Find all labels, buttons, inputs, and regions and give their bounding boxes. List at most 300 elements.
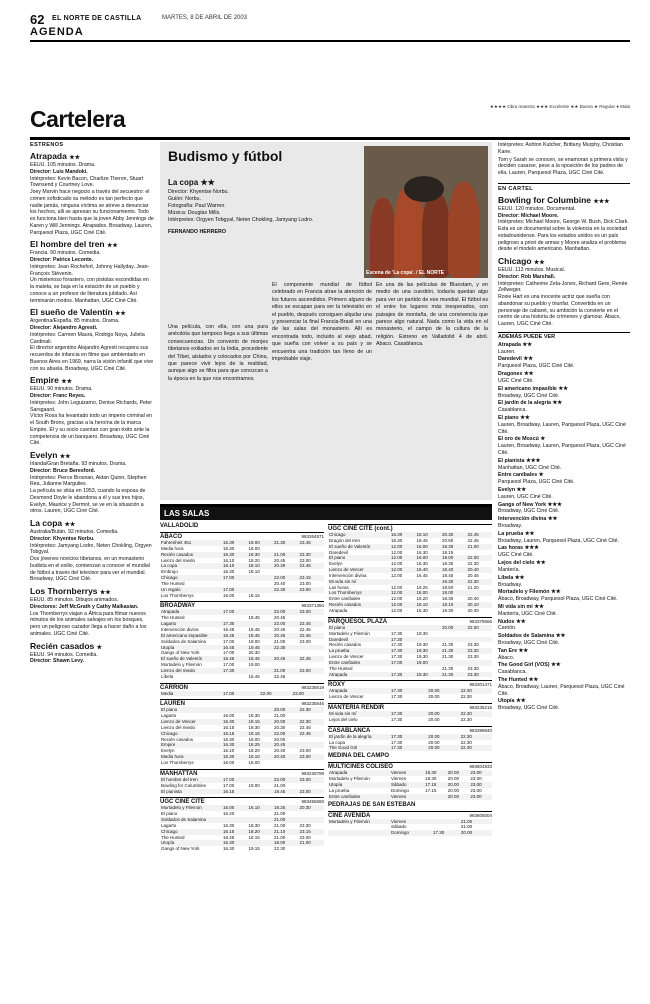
table-cell: 16.45 <box>416 572 428 578</box>
table-cell: 21.00 <box>274 811 286 817</box>
table-row <box>160 674 324 680</box>
table-cell: 23.00 <box>299 789 325 795</box>
table-cell: Media hora <box>160 754 222 760</box>
table-cell: 16.20 <box>416 596 428 602</box>
table-cell: 23.45 <box>299 540 325 546</box>
table-cell: 22.00 <box>273 731 299 737</box>
table-cell: 23.30 <box>467 665 479 671</box>
table-cell: 17.30 <box>390 734 422 740</box>
table-row <box>328 717 492 723</box>
table-cell: Atrapada <box>328 672 390 678</box>
table-cell: 20.00 <box>447 776 459 782</box>
table-row <box>160 593 324 599</box>
showtimes-table <box>328 734 492 752</box>
table-cell: 22.30 <box>273 587 299 593</box>
table-cell: Chicago <box>160 575 222 581</box>
puede-ver-heading: ADEMÁS PUEDE VER <box>498 332 630 340</box>
table-cell: 22.00 <box>467 555 493 561</box>
table-cell: Lienzo del miedo <box>161 557 196 563</box>
cinema-title: BROADWAY <box>160 603 196 610</box>
cinema-title: UGC CINÉ CITÉ (cont.) <box>328 526 393 532</box>
table-cell: 20.30 <box>248 650 260 656</box>
table-cell: 18.45 <box>248 656 274 662</box>
table-cell: 18.15 <box>248 719 274 725</box>
table-cell: 18.30 <box>442 596 454 602</box>
table-cell: 21.00 <box>460 824 473 830</box>
table-cell: Los Thornberrys <box>161 760 194 765</box>
table-cell: 23.00 <box>299 834 311 840</box>
film-d: Australia/Bután. 92 minutos. Comedia. <box>30 529 119 535</box>
table-cell: 17.30 <box>390 637 416 643</box>
table-cell: El pianista <box>160 789 222 795</box>
table-cell: Lienzo del miedo <box>161 724 196 730</box>
short-title: Evelyn ★★ <box>498 486 527 493</box>
table-cell: 18.20 <box>248 829 274 835</box>
film-sy: Víctor Rosa ha levantado todo un imperio criminal en el South Bronx, gracias a la heroína de la marca Empire. Él y su socio cuentan con gran éxito ante la competencia de un banquero. Broadway, UGC Ciné Cité. <box>30 413 152 447</box>
table-cell: 12.00 <box>391 549 403 555</box>
feature-review <box>160 142 492 500</box>
table-cell: Atrapada <box>328 770 390 776</box>
table-cell: 16.30 <box>390 532 416 538</box>
short-title: Lejos del cielo ★★ <box>498 560 546 566</box>
table-cell: 17.00 <box>222 777 248 783</box>
table-cell: 23.00 <box>469 770 492 776</box>
table-cell: Mortadelo y Filemón <box>161 662 202 668</box>
film-sy: Los Thornberrys viajan a África para filmar nuevos minutos de los animales salvajes en los bosques, pero un peligroso cazador llega a hacer daño a los animales. UGC Ciné Cité. <box>30 610 147 637</box>
table-cell: 23.00 <box>299 638 311 644</box>
table-cell: 16.45 <box>223 626 235 632</box>
table-cell <box>299 593 325 599</box>
short-cinemas: Ábaco, Broadway, Lauren, Parquesol Plaza, UGC Ciné Cité. <box>498 683 625 697</box>
film-name: Atrapada <box>30 151 67 161</box>
table-cell: 16.00 <box>223 713 235 719</box>
table-cell: 20.45 <box>273 633 299 639</box>
film-name: Empire <box>30 375 59 386</box>
film-rating: ★★ <box>533 260 545 266</box>
table-cell: 12.00 <box>391 607 403 613</box>
table-cell: La copa <box>160 563 222 569</box>
cinema-name <box>328 762 492 770</box>
header-rule <box>30 40 630 42</box>
table-cell: 20.10 <box>467 602 493 608</box>
table-cell: Viernes <box>390 819 432 825</box>
table-cell: 19.00 <box>441 555 467 561</box>
table-cell: 12.00 <box>390 602 416 608</box>
table-cell: 22.45 <box>299 731 325 737</box>
table-cell: 19.45 <box>248 645 274 651</box>
table-cell: The Hunted <box>161 580 185 586</box>
table-cell: Lienzo de Vencer <box>160 719 222 725</box>
film-i: Intérpretes: Jamyang Lodro, Neten Chokling, Orgyen Tobgyal. <box>30 542 152 556</box>
feature-film: La copa ★★ <box>168 178 215 187</box>
table-cell: 23.15 <box>299 829 325 835</box>
table-cell: Empire <box>160 742 222 748</box>
table-cell: 12.00 <box>390 567 416 573</box>
table-cell: 22.30 <box>467 561 479 567</box>
cinema-title: MANHATTAN <box>160 770 198 777</box>
table-cell: 21.30 <box>442 654 454 660</box>
table-row <box>160 760 324 766</box>
film-i: Intérpretes: Carmen Maura, Rodrigo Noya, Julieta Cardinali. <box>30 331 145 345</box>
table-cell <box>273 593 299 599</box>
table-cell: 23.00 <box>469 782 492 788</box>
cinema-phone: 983371394 <box>301 603 324 609</box>
table-cell: El americano impasible <box>160 633 222 639</box>
short-entry <box>498 487 630 501</box>
short-cinemas: Ábaco. <box>498 654 515 661</box>
cinema-name <box>160 532 324 540</box>
table-cell: 18.30 <box>248 552 274 558</box>
credit-line: Música: Douglas Mills. <box>168 210 221 217</box>
table-cell: Viernes <box>390 770 424 776</box>
table-cell: 20.00 <box>447 794 470 800</box>
table-cell: El sueño de Valentín <box>328 544 390 550</box>
film-entry <box>30 641 154 666</box>
film-synopsis: Tom y Sarah se conocen, se enamoran a primera vista y deciden casarse, pese a la oposición de los padres de ella. Lauren, Parquesol Plaza, UGC Ciné Cité. <box>498 156 628 176</box>
film-name: Evelyn <box>30 450 58 460</box>
short-entry <box>498 648 630 662</box>
table-cell: 21.00 <box>274 713 286 719</box>
table-cell: Sábado <box>390 782 424 788</box>
cinema-name <box>328 703 492 711</box>
table-cell: 16.30 <box>222 540 248 546</box>
table-cell: 17.30 <box>391 642 403 648</box>
table-cell: 21.00 <box>460 819 488 825</box>
table-cell: 17.30 <box>391 716 403 722</box>
table-cell: 21.20 <box>467 584 479 590</box>
table-cell: Lejos del cielo <box>329 716 358 722</box>
table-cell: 20.30 <box>467 607 479 613</box>
table-cell: 20.45 <box>273 742 299 748</box>
table-cell: 20.40 <box>273 754 299 760</box>
short-cinemas: Lauren, Broadway, Lauren, Parquesol Plaza, UGC Ciné Cité. <box>498 421 626 435</box>
table-cell: 16.30 <box>223 545 235 551</box>
table-cell: 18.20 <box>248 557 260 563</box>
showtimes-table <box>160 540 324 598</box>
short-cinemas: Parquesol Plaza, UGC Ciné Cité. <box>498 363 575 370</box>
film-entry <box>30 450 154 515</box>
cinema-phone: 983235546 <box>301 701 324 707</box>
table-cell: Lienzo de Vencer <box>329 694 364 700</box>
title-rule <box>30 137 630 140</box>
short-title: El jardín de la alegría ★★ <box>498 400 562 407</box>
table-cell: 22.00 <box>273 609 299 615</box>
table-cell: Mortadelo y Filemón <box>328 819 390 825</box>
table-cell: 19.00 <box>248 540 274 546</box>
credit-line: Fotografía: Paul Warren. <box>168 203 226 210</box>
table-cell: Soldados de Salamina <box>161 638 207 644</box>
film-i: Intérpretes: Catherine Zeta-Jones, Richard Gere, Renée Zellweger. <box>498 280 628 294</box>
film-entry <box>498 195 630 253</box>
table-cell: 23.15 <box>299 575 325 581</box>
table-cell: 16.15 <box>222 731 248 737</box>
showtimes-title: LAS SALAS <box>160 507 492 520</box>
table-cell: 18.00 <box>273 840 299 846</box>
credit-line: Director: Khyentse Norbu. <box>168 188 229 195</box>
table-cell: Viernes <box>391 776 407 782</box>
short-entry <box>498 604 630 618</box>
credit-line: Guión: Norbu. <box>168 195 201 202</box>
table-cell: 20.45 <box>274 557 286 563</box>
table-cell <box>488 830 492 836</box>
film-d: EEUU. 105 minutos. Drama. <box>30 162 96 168</box>
table-cell: 23.00 <box>299 748 311 754</box>
table-cell: 17.00 <box>390 660 416 666</box>
table-cell: Utopía <box>160 840 222 846</box>
table-cell: 19.30 <box>416 630 428 636</box>
short-cinemas: Lauren. <box>498 348 516 355</box>
table-cell: 23.00 <box>470 787 482 793</box>
table-cell: 16.30 <box>222 742 248 748</box>
table-cell: Gangs of New York <box>161 846 200 852</box>
table-cell: 22.45 <box>299 563 325 569</box>
table-cell: 23.00 <box>299 609 325 615</box>
table-cell: 22.30 <box>467 579 493 585</box>
short-cinemas: Carrión. <box>498 625 517 632</box>
table-cell: 21.00 <box>299 840 325 846</box>
film-name: Bowling for Columbine <box>498 194 592 205</box>
film-d: Argentina/España. 85 minutos. Drama. <box>30 318 120 325</box>
film-entry <box>30 307 154 372</box>
table-cell: Intervención divina <box>329 572 367 578</box>
table-row <box>328 608 492 614</box>
table-cell: Gangs of New York <box>161 650 200 656</box>
short-entry <box>498 619 630 633</box>
table-row <box>328 694 492 700</box>
table-cell: 16.15 <box>222 829 248 835</box>
table-cell: 22.45 <box>467 537 479 543</box>
table-cell: 18.45 <box>248 626 260 632</box>
film-rating: ★★ <box>61 379 72 386</box>
table-cell: 17.00 <box>223 638 235 644</box>
table-cell: 18.10 <box>441 602 467 608</box>
short-entry <box>498 516 630 530</box>
film-c: Director: Luis Mandoki. <box>30 168 88 175</box>
showtimes-table <box>328 819 492 837</box>
table-cell: 22.30 <box>460 734 492 740</box>
table-cell: Lienzo del miedo <box>160 668 222 674</box>
table-cell: 16.45 <box>222 633 248 639</box>
table-cell: Daredevil <box>329 549 349 555</box>
table-cell: La prueba <box>329 787 350 793</box>
table-row <box>160 691 324 697</box>
film-entry <box>30 375 154 447</box>
cinema-name <box>160 769 324 777</box>
table-cell: El hombre del tren <box>160 777 222 783</box>
table-cell: 20.00 <box>428 694 440 700</box>
table-row <box>328 672 492 678</box>
table-cell: Lagarto <box>160 621 222 627</box>
cinema-phone: 983301471 <box>469 682 492 688</box>
cinema-phone: 983230799 <box>301 770 324 776</box>
table-cell: 19.30 <box>425 776 437 782</box>
page-title: Cartelera <box>30 106 126 132</box>
table-cell: 16.10 <box>223 748 235 754</box>
short-cinemas: Casablanca. <box>498 669 527 676</box>
table-cell: 20.45 <box>274 615 286 621</box>
table-cell: 16.00 <box>222 805 248 811</box>
feature-credits <box>168 178 328 236</box>
showtimes-table <box>328 688 492 700</box>
table-cell: 18.30 <box>442 607 454 613</box>
table-cell: Las horas <box>329 584 349 590</box>
film-rating: ★★ <box>59 454 71 460</box>
film-i: Intérpretes: Pierce Brosnan, Aidan Quinn, Stephen Rea, Julianne Margulies. <box>30 474 147 488</box>
table-cell: 18.00 <box>248 545 260 551</box>
film-c: Director: Bruce Beresford. <box>30 467 96 474</box>
table-cell: 12.00 <box>390 590 416 596</box>
table-cell <box>424 794 447 800</box>
table-cell: 17.30 <box>391 630 403 636</box>
cinema-name <box>160 699 324 707</box>
table-cell: 22.30 <box>460 745 492 751</box>
showtimes-table <box>160 691 324 697</box>
table-cell: 16.30 <box>391 537 403 543</box>
table-cell: Fahrenheit 451 <box>160 540 222 546</box>
table-cell: 18.10 <box>248 754 274 760</box>
table-cell: 17.30 <box>390 711 422 717</box>
table-cell: 16.30 <box>223 846 235 852</box>
film-i: Intérpretes: John Leguizamo, Denise Richards, Peter Sarsgaard. <box>30 399 152 413</box>
feature-text-1: Una película, con ella, con una pura anécdota que tampoco llega a sus últimas consecuencias. Un convento de monjes tibetanos exiliados en la India, procedente del Tíbet, aislados y colocados por China, que parece vivir lejos de la realidad, aunque algo se filtra para que conozcan a la época en la que nos encontramos. <box>168 324 268 382</box>
table-cell: 16.00 <box>223 592 235 598</box>
film-title <box>30 450 154 460</box>
table-cell: 18.15 <box>442 549 454 555</box>
short-title: El piano ★★ <box>498 414 530 421</box>
issue-date: MARTES, 8 DE ABRIL DE 2003 <box>162 15 248 21</box>
table-cell: 16.10 <box>248 805 274 811</box>
table-cell: 21.30 <box>441 648 467 654</box>
table-cell: 22.45 <box>299 633 325 639</box>
table-cell: 20.00 <box>441 625 467 631</box>
table-cell: Evelyn <box>329 561 343 567</box>
table-cell: 22.30 <box>460 688 492 694</box>
short-cinemas: Parquesol Plaza, UGC Ciné Cité. <box>498 479 575 486</box>
short-cinemas: Broadway, Lauren, Parquesol Plaza, UGC Ciné Cité. <box>498 537 620 544</box>
short-title: Atrapada ★★ <box>498 341 532 348</box>
en-cartel-heading: EN CARTEL <box>498 183 630 192</box>
cinema-phone: 983264871 <box>301 534 324 539</box>
film-sy: Un misterioso forastero, con pistolas escondidas en la maleta, se baja en la estación de un pueblo y conoce a un profesor de literatura jubilado. Así terminarán modos. Manhattan, UGC Ciné Cité. <box>30 277 149 304</box>
table-cell: 20.00 <box>447 782 470 788</box>
table-cell: 17.30 <box>222 668 248 674</box>
short-entry <box>498 662 630 676</box>
film-sy: Dos jóvenes novicios tibetanos, en un monasterio budista en el exilio, comienzan a conocer el mundial de fútbol a través del televisor para ver el mundial. Broadway, UGC Ciné Cité. <box>30 556 150 583</box>
table-cell: The Hunted <box>161 834 185 840</box>
table-cell: 20.00 <box>428 716 440 722</box>
photo-caption: Escena de 'La copa'. / EL NORTE <box>366 270 445 276</box>
short-entry <box>498 502 630 516</box>
film-i: Intérpretes: Jean Rochefort, Johnny Hallyday, Jean-François Stévenin. <box>30 263 150 277</box>
cinema-phone: 983235619 <box>301 684 324 690</box>
cinema-phone: 983605004 <box>469 812 492 818</box>
short-cinemas: Casablanca. <box>498 407 527 414</box>
film-name: Chicago <box>498 256 532 266</box>
film-sy: La película se sitúa en 1953, cuando la esposa de Desmond Doyle le abandona a él y sus tres hijos, Evelyn, Maurice y Dermot, se ve en la situación a otros. Lauren, UGC Ciné Cité. <box>30 488 146 515</box>
table-cell: 18.30 <box>441 544 467 550</box>
table-cell: 16.30 <box>222 719 248 725</box>
short-title: Intervención divina ★★ <box>498 516 558 523</box>
table-cell: 18.45 <box>248 633 274 639</box>
table-cell: 18.45 <box>248 615 260 621</box>
short-title: El pianista ★★★ <box>498 457 541 464</box>
table-cell: 22.45 <box>299 626 311 632</box>
table-cell: 20.00 <box>428 739 440 745</box>
table-cell: Media hora <box>161 545 184 551</box>
cinema-title: CASABLANCA <box>328 727 371 734</box>
table-cell: 18.25 <box>248 742 274 748</box>
table-cell: 19.45 <box>273 789 299 795</box>
table-cell: 18.30 <box>442 561 454 567</box>
film-rating: ★★ <box>69 155 80 161</box>
table-cell: 18.00 <box>248 736 260 742</box>
table-cell: 23.00 <box>470 776 482 782</box>
table-cell: 22.00 <box>273 575 299 581</box>
table-cell: 20.30 <box>273 563 299 569</box>
table-cell: 16.30 <box>222 754 248 760</box>
short-title: El americano impasible ★★ <box>498 385 568 392</box>
cinema-title: CINE AVENIDA <box>328 812 371 819</box>
table-cell: 16.45 <box>223 834 235 840</box>
table-cell: Bowling for Columbine <box>161 782 207 788</box>
left-column <box>30 142 154 998</box>
table-cell: 20.00 <box>460 830 488 836</box>
table-cell: 21.00 <box>273 552 299 558</box>
table-cell: Viernes <box>390 794 424 800</box>
table-row <box>328 794 492 800</box>
short-list <box>498 342 630 712</box>
cinema-title: CARRIÓN <box>160 684 188 691</box>
film-d: EEUU. 90 minutos. Drama. <box>30 386 93 393</box>
table-cell: 18.30 <box>248 724 260 730</box>
film-title <box>30 375 154 385</box>
film-c: Director: Michael Moore. <box>498 212 559 219</box>
feature-photo <box>364 146 488 278</box>
table-cell: El jardín de la alegría <box>328 734 390 740</box>
feature-text-2: El componente mundial de fútbol celebrado en Francia atrae la atención de los futuros ascendidos. Primero alguno de ellos se escapan para ver la televisión en el pueblo, después consiguen alquilar una y presenciar la final Francia-Brasil en una de las salas del monasterio. Allí es encontrada todo, incluido al viejo abad, que sueña con volver a su país y se encuentra una tradición tan lleno de un improbable viaje. <box>272 282 372 363</box>
showtimes-table <box>160 805 324 852</box>
short-entry <box>498 531 630 545</box>
table-cell: 23.30 <box>467 648 493 654</box>
short-cinemas: Mantería, UGC Ciné Cité. <box>498 610 558 617</box>
short-entry <box>498 386 630 400</box>
table-cell: Entre caníbales <box>328 794 390 800</box>
cinema-phone: 983804833 <box>469 764 492 770</box>
table-cell: Lienzo de Vencer <box>329 654 364 660</box>
table-cell: 23.00 <box>299 557 311 563</box>
table-cell: 22.30 <box>460 716 472 722</box>
film-rating: ★★ <box>99 590 111 596</box>
film-sy: Roxie Hart es una inocente actriz que sueña con abandonar su pueblo y triunfar. Convertida en un personaje de cabaret, su ambición la convierte en el centro de una historia de crímenes y glamour. Ábaco, Lauren, UGC Ciné Cité. <box>498 294 621 327</box>
table-cell: 23.30 <box>467 654 479 660</box>
table-cell: 21.00 <box>273 668 299 674</box>
table-cell: 16.10 <box>223 557 235 563</box>
table-cell: 12.00 <box>391 572 403 578</box>
table-cell: Recién casados <box>161 736 194 742</box>
short-entry <box>498 356 630 370</box>
cinema-title: LAUREN <box>160 701 185 708</box>
showtimes-table <box>328 770 492 799</box>
table-cell: 16.30 <box>223 822 235 828</box>
film-title <box>30 151 154 161</box>
showtimes-table <box>328 711 492 723</box>
table-cell: 18.45 <box>416 537 428 543</box>
table-cell: 20.00 <box>447 770 470 776</box>
short-cinemas: Ábaco, Broadway, Parquesol Plaza, UGC Ciné Cité. <box>498 596 618 603</box>
film-name: El sueño de Valentín <box>30 307 113 318</box>
table-cell: 17.30 <box>391 739 403 745</box>
table-cell: 23.00 <box>299 580 311 586</box>
